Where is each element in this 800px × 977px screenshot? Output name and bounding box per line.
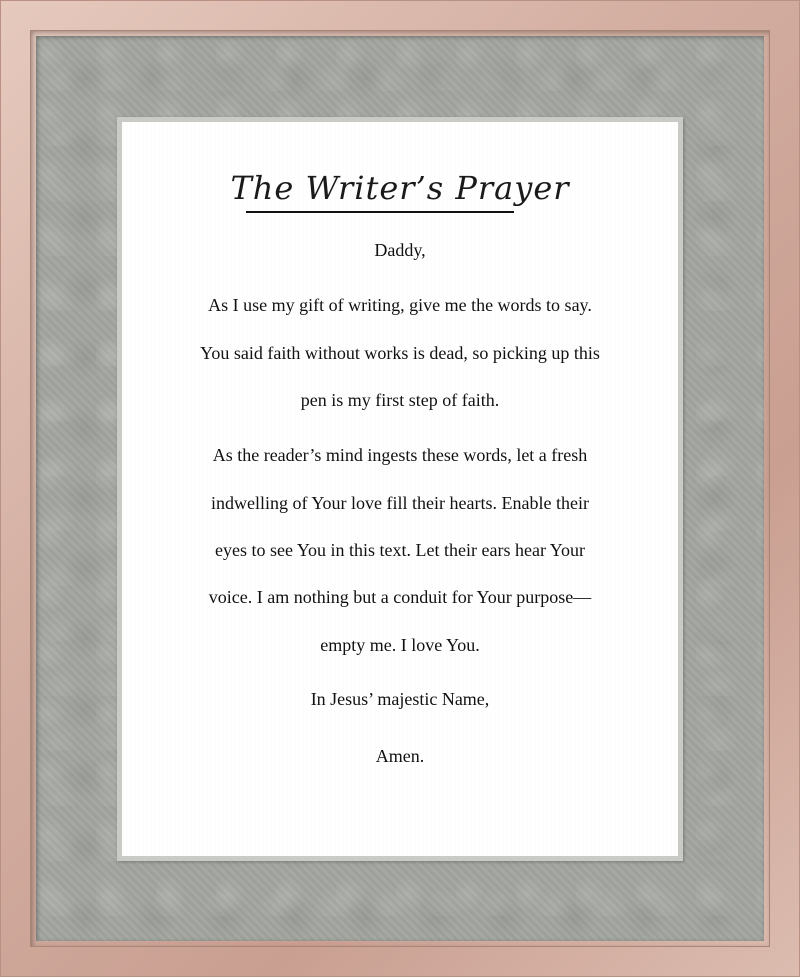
prayer-line: pen is my first step of faith. <box>300 390 500 410</box>
prayer-line: indwelling of Your love fill their hearts. Enable their <box>211 493 589 513</box>
prayer-title: The Writer’s Prayer <box>230 169 570 207</box>
prayer-line: As I use my gift of writing, give me the words to say. <box>208 295 592 315</box>
prayer-line: You said faith without works is dead, so picking up this <box>200 343 600 363</box>
prayer-amen: Amen. <box>375 746 425 766</box>
prayer-line: eyes to see You in this text. Let their ears hear Your <box>215 540 585 560</box>
prayer-line: empty me. I love You. <box>320 635 480 655</box>
title-underline <box>246 211 514 213</box>
prayer-line: voice. I am nothing but a conduit for Your purpose— <box>208 587 592 607</box>
prayer-salutation: Daddy, <box>374 240 426 260</box>
prayer-closing: In Jesus’ majestic Name, <box>310 689 490 709</box>
prayer-line: As the reader’s mind ingests these words, let a fresh <box>212 445 588 465</box>
